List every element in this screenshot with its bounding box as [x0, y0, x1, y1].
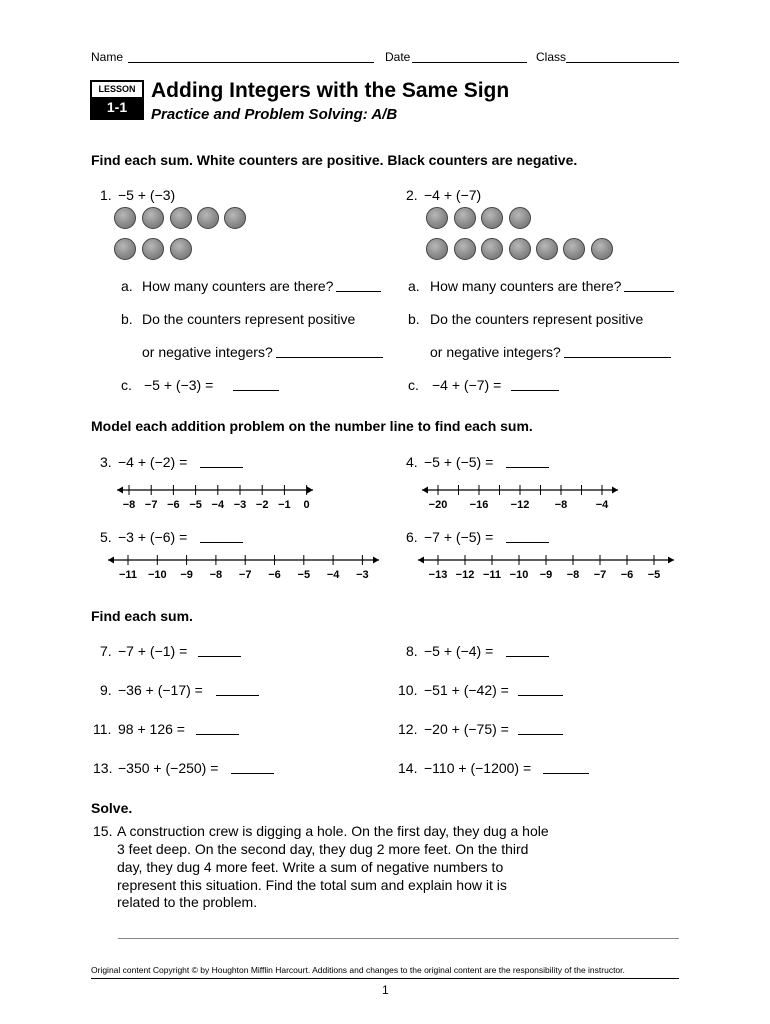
number-line-label: −8 — [209, 569, 223, 581]
problem-8-expression: −5 + (−4) = — [424, 643, 494, 659]
problem-1-number: 1. — [100, 187, 112, 203]
negative-counter — [224, 207, 246, 229]
number-line-label: −10 — [509, 569, 529, 581]
problem-9-number: 9. — [100, 682, 112, 698]
negative-counter — [536, 238, 558, 260]
p2-a-text: How many counters are there? — [430, 278, 622, 294]
number-line-arrow — [612, 487, 618, 494]
number-line-4[interactable] — [420, 480, 625, 514]
number-line-arrow — [418, 557, 424, 564]
number-line-label: −7 — [144, 499, 158, 511]
lesson-badge — [90, 80, 144, 120]
number-line-label: −3 — [356, 569, 369, 581]
problem-15-line-5: related to the problem. — [117, 894, 258, 910]
negative-counter — [509, 238, 531, 260]
problem-15-number: 15. — [93, 823, 113, 839]
number-line-label: −5 — [647, 569, 661, 581]
page-title: Adding Integers with the Same Sign — [151, 79, 510, 102]
problem-14-expression: −110 + (−1200) = — [424, 760, 532, 776]
negative-counter — [170, 238, 192, 260]
p1-a-answer[interactable] — [336, 291, 381, 292]
number-line-label: −11 — [118, 569, 138, 581]
number-line-arrow — [307, 487, 313, 494]
number-line-label: −10 — [147, 569, 167, 581]
p1-b-text-cont: or negative integers? — [142, 344, 273, 360]
p2-c-answer[interactable] — [511, 390, 559, 391]
number-line-label: −9 — [180, 569, 193, 581]
number-line-label: −6 — [167, 499, 180, 511]
negative-counter — [426, 207, 448, 229]
number-line-label: −12 — [455, 569, 475, 581]
number-line-label: −2 — [255, 499, 269, 511]
lesson-number: 1-1 — [92, 97, 142, 118]
p13-answer[interactable] — [231, 773, 274, 774]
p2-b-text-cont: or negative integers? — [430, 344, 561, 360]
problem-13-expression: −350 + (−250) = — [118, 760, 219, 776]
number-line-arrow — [422, 487, 428, 494]
p2-a-marker: a. — [408, 278, 420, 294]
negative-counter — [114, 207, 136, 229]
number-line-label: −8 — [566, 569, 580, 581]
p11-answer[interactable] — [196, 734, 239, 735]
problem-12-expression: −20 + (−75) = — [424, 721, 509, 737]
class-label: Class — [536, 50, 567, 64]
number-line-3[interactable] — [115, 480, 320, 514]
p4-answer[interactable] — [506, 467, 549, 468]
number-line-label: −8 — [122, 499, 136, 511]
problem-3-number: 3. — [100, 454, 112, 470]
problem-11-expression: 98 + 126 = — [118, 721, 185, 737]
number-line-5[interactable] — [106, 550, 386, 584]
negative-counter — [142, 238, 164, 260]
problem-6-expression: −7 + (−5) = — [424, 529, 494, 545]
problem-2-number: 2. — [406, 187, 418, 203]
p2-b-answer[interactable] — [564, 357, 671, 358]
problem-8-number: 8. — [406, 643, 418, 659]
copyright-notice: Original content Copyright © by Houghton Mifflin Harcourt. Additions and changes to the original content are the responsibility of the instructor. — [91, 965, 625, 975]
p1-b-answer[interactable] — [276, 357, 383, 358]
problem-7-number: 7. — [100, 643, 112, 659]
number-line-label: −7 — [238, 569, 252, 581]
negative-counter — [591, 238, 613, 260]
number-line-label: 0 — [303, 499, 310, 511]
number-line-label: −4 — [595, 499, 609, 511]
number-line-label: −13 — [428, 569, 448, 581]
negative-counter — [563, 238, 585, 260]
problem-11-number: 11. — [93, 721, 112, 737]
number-line-label: −20 — [428, 499, 448, 511]
number-line-label: −12 — [510, 499, 530, 511]
p10-answer[interactable] — [518, 695, 563, 696]
p8-answer[interactable] — [506, 656, 549, 657]
problem-15-line-3: day, they dug 4 more feet. Write a sum of negative numbers to — [117, 859, 504, 875]
problem-4-expression: −5 + (−5) = — [424, 454, 494, 470]
section3-instruction: Find each sum. — [91, 608, 193, 624]
number-line-label: −4 — [326, 569, 340, 581]
problem-10-number: 10. — [398, 682, 418, 698]
p2-c-marker: c. — [408, 377, 419, 393]
p1-c-marker: c. — [121, 377, 132, 393]
problem-13-number: 13. — [93, 760, 113, 776]
number-line-label: −5 — [297, 569, 311, 581]
problem-15-line-2: 3 feet deep. On the second day, they dug 2 more feet. On the third — [117, 841, 529, 857]
p1-c-text: −5 + (−3) = — [144, 377, 214, 393]
footer-divider — [91, 978, 679, 979]
number-line-label: −1 — [278, 499, 291, 511]
lesson-label: LESSON — [92, 82, 142, 97]
problem-15-answer-line[interactable] — [118, 938, 679, 939]
negative-counter — [509, 207, 531, 229]
section4-instruction: Solve. — [91, 800, 133, 816]
p9-answer[interactable] — [216, 695, 259, 696]
number-line-label: −11 — [482, 569, 502, 581]
problem-2-expression: −4 + (−7) — [424, 187, 482, 203]
number-line-label: −3 — [233, 499, 247, 511]
p1-a-text: How many counters are there? — [142, 278, 334, 294]
p2-b-marker: b. — [408, 311, 420, 327]
negative-counter — [454, 207, 476, 229]
p2-b-text: Do the counters represent positive — [430, 311, 644, 327]
negative-counter — [481, 238, 503, 260]
p2-c-text: −4 + (−7) = — [432, 377, 502, 393]
p1-b-text: Do the counters represent positive — [142, 311, 356, 327]
negative-counter — [170, 207, 192, 229]
problem-3-expression: −4 + (−2) = — [118, 454, 188, 470]
page-subtitle: Practice and Problem Solving: A/B — [151, 106, 398, 123]
class-field[interactable] — [566, 62, 679, 63]
negative-counter — [426, 238, 448, 260]
number-line-label: −9 — [539, 569, 553, 581]
p1-a-marker: a. — [121, 278, 133, 294]
negative-counter — [481, 207, 503, 229]
negative-counter — [197, 207, 219, 229]
date-field[interactable] — [412, 62, 527, 63]
number-line-label: −4 — [211, 499, 225, 511]
p1-c-answer[interactable] — [233, 390, 279, 391]
section1-instruction: Find each sum. White counters are positive. Black counters are negative. — [91, 152, 578, 168]
number-line-label: −6 — [268, 569, 281, 581]
name-label: Name — [91, 50, 124, 64]
p7-answer[interactable] — [198, 656, 241, 657]
name-field[interactable] — [128, 62, 374, 63]
number-line-label: −5 — [189, 499, 202, 511]
number-line-label: −8 — [554, 499, 568, 511]
p6-answer[interactable] — [506, 542, 549, 543]
problem-15-line-4: represent this situation. Find the total sum and explain how it is — [117, 877, 507, 893]
problem-4-number: 4. — [406, 454, 418, 470]
p5-answer[interactable] — [200, 542, 243, 543]
problem-9-expression: −36 + (−17) = — [118, 682, 203, 698]
number-line-arrow — [668, 557, 674, 564]
problem-6-number: 6. — [406, 529, 418, 545]
p2-a-answer[interactable] — [624, 291, 674, 292]
page-number: 1 — [382, 983, 389, 997]
problem-15-line-1: A construction crew is digging a hole. On the first day, they dug a hole — [117, 823, 549, 839]
number-line-label: −6 — [620, 569, 634, 581]
number-line-label: −16 — [469, 499, 489, 511]
problem-12-number: 12. — [398, 721, 418, 737]
problem-10-expression: −51 + (−42) = — [424, 682, 509, 698]
problem-5-expression: −3 + (−6) = — [118, 529, 188, 545]
number-line-arrow — [373, 557, 379, 564]
number-line-arrow — [117, 487, 123, 494]
number-line-arrow — [108, 557, 114, 564]
p14-answer[interactable] — [543, 773, 589, 774]
negative-counter — [142, 207, 164, 229]
p12-answer[interactable] — [518, 734, 563, 735]
negative-counter — [114, 238, 136, 260]
problem-5-number: 5. — [100, 529, 112, 545]
number-line-label: −7 — [593, 569, 607, 581]
negative-counter — [454, 238, 476, 260]
section2-instruction: Model each addition problem on the number line to find each sum. — [91, 418, 533, 434]
problem-14-number: 14. — [398, 760, 418, 776]
problem-1-expression: −5 + (−3) — [118, 187, 176, 203]
p1-b-marker: b. — [121, 311, 133, 327]
problem-7-expression: −7 + (−1) = — [118, 643, 188, 659]
date-label: Date — [385, 50, 411, 64]
number-line-6[interactable] — [416, 550, 681, 584]
p3-answer[interactable] — [200, 467, 243, 468]
